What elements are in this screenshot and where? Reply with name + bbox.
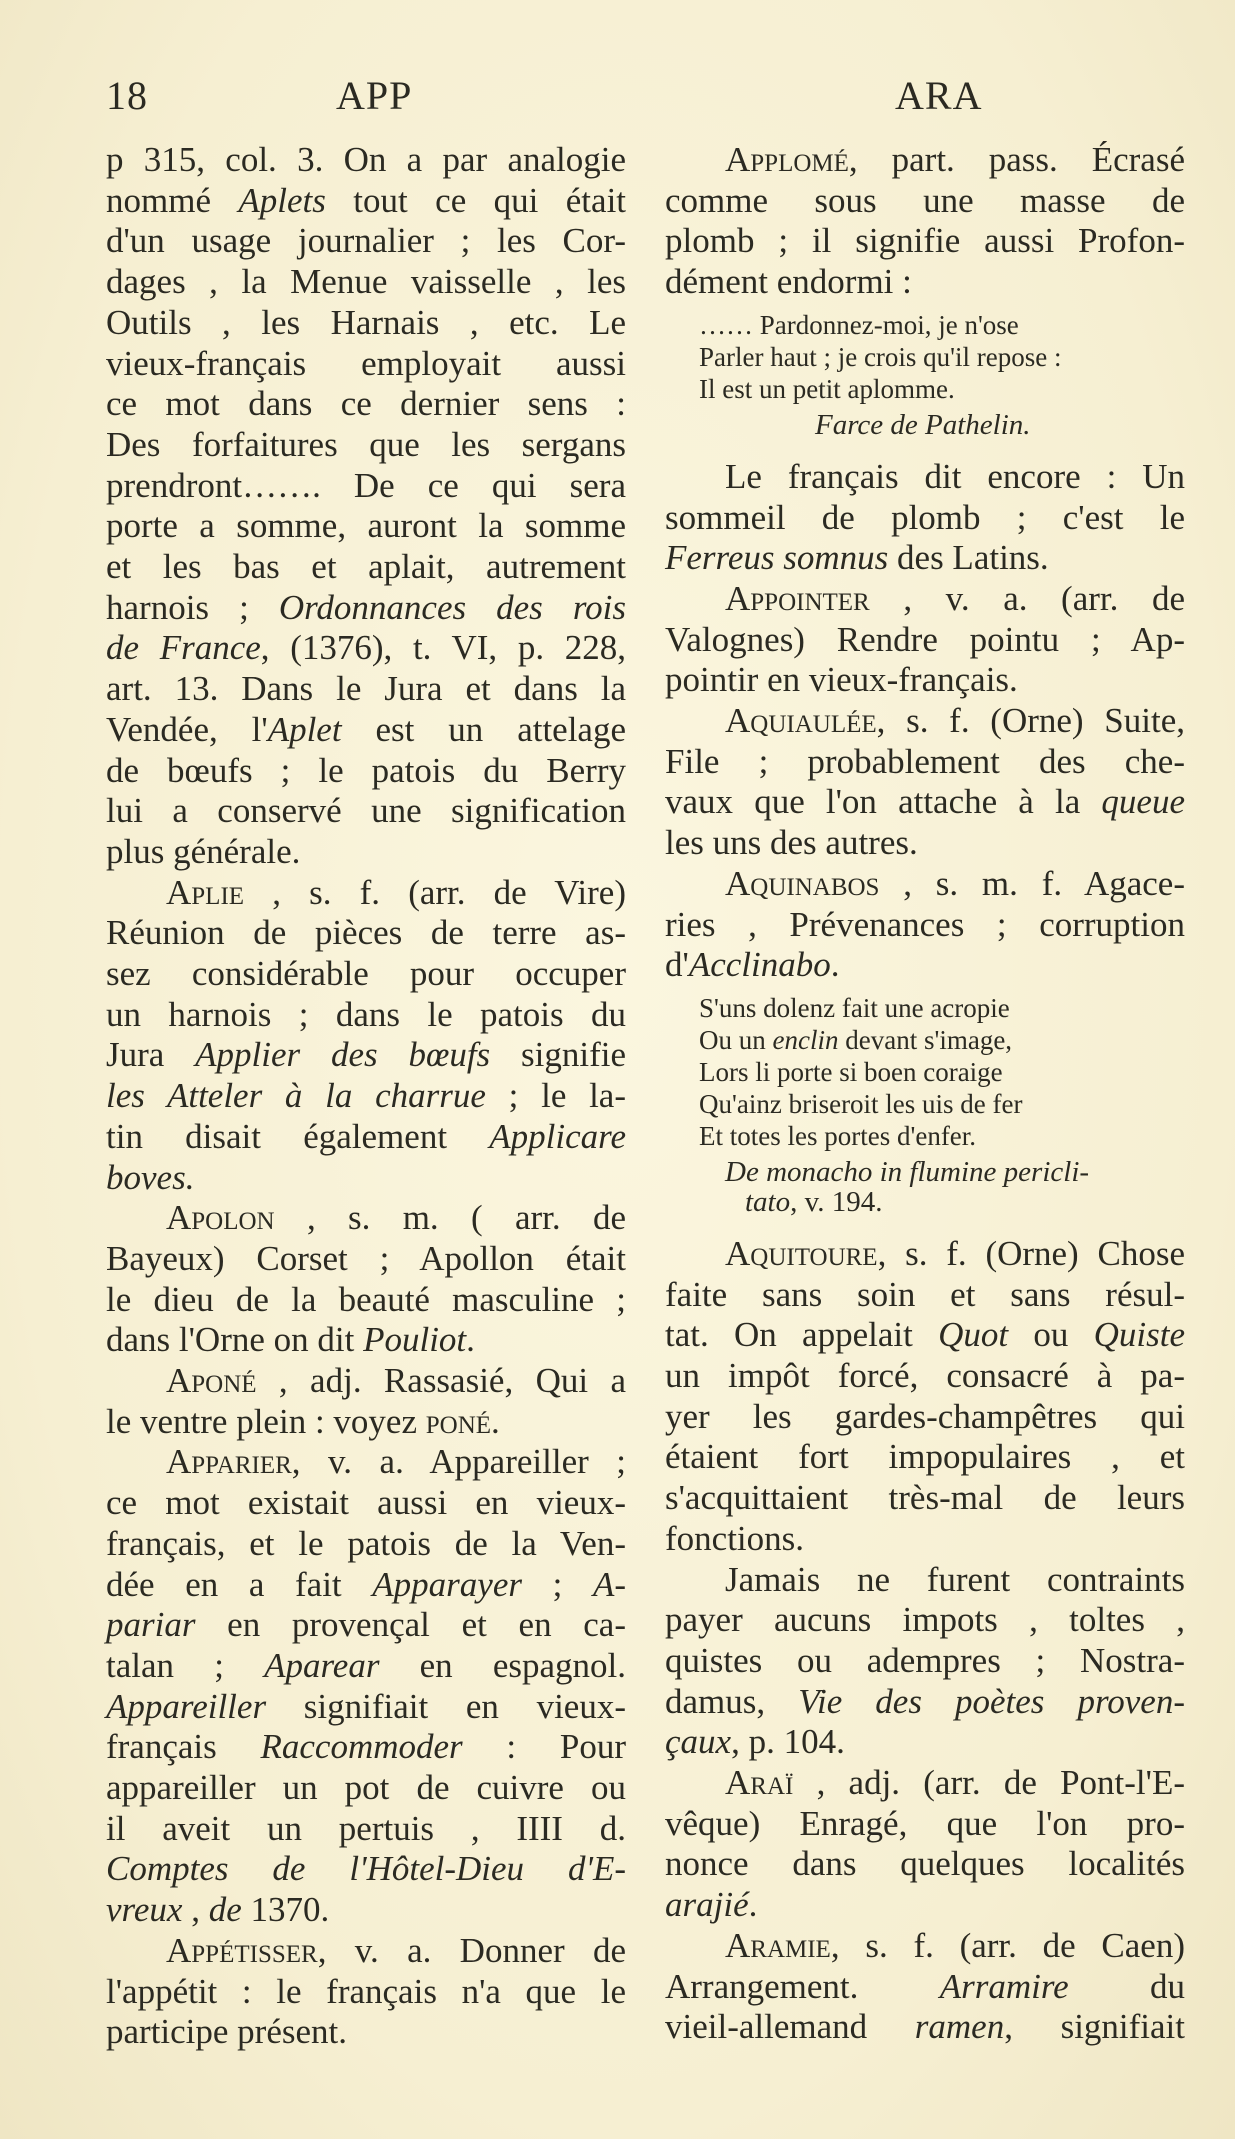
text-run: vaux que l'on attache à la	[665, 782, 1102, 822]
text-run: Jura	[106, 1035, 196, 1075]
text-line	[106, 1605, 626, 1645]
text-run: , v. a. (arr. de	[869, 578, 1185, 618]
headword: Apolon	[166, 1198, 275, 1238]
text-run: .	[491, 1401, 500, 1441]
text-run: d'	[665, 945, 689, 985]
italic-run: de France	[106, 628, 261, 668]
text-run: ; le la-	[485, 1076, 626, 1116]
text-line	[665, 782, 1185, 822]
text-line	[106, 547, 626, 587]
text-run: est un attelage	[341, 709, 626, 749]
text-line	[106, 1361, 626, 1401]
text-run: du	[1068, 1966, 1185, 2006]
text-line	[665, 140, 1185, 180]
text-run: : Pour	[462, 1727, 626, 1767]
italic-run: Vie des poètes proven-	[798, 1681, 1185, 1721]
italic-run: Comptes de l'Hôtel-Dieu d'E-	[106, 1849, 626, 1889]
text-run: 1370.	[241, 1890, 330, 1930]
text-line	[106, 628, 626, 668]
italic-run: A-	[592, 1564, 627, 1604]
text-run: Ou un	[699, 1024, 773, 1055]
text-run: étaient fort impopulaires , et	[665, 1437, 1185, 1477]
text-run: il aveit un pertuis , IIII d.	[106, 1808, 626, 1848]
verse-line	[699, 1024, 1179, 1056]
text-line	[665, 498, 1185, 538]
headword: Appointer	[725, 578, 870, 618]
text-run: dée en a fait	[106, 1564, 373, 1604]
text-run: le ventre plein : voyez	[106, 1401, 426, 1441]
text-run: faite sans soin et sans résul-	[665, 1274, 1185, 1314]
text-run: Il est un petit aplomme.	[699, 373, 955, 404]
text-run: sommeil de plomb ; c'est le	[665, 497, 1185, 537]
text-line	[106, 791, 626, 831]
text-line	[106, 262, 626, 302]
text-run: tat. On appelait	[665, 1315, 939, 1355]
headword: Apparier	[166, 1442, 292, 1482]
text-line	[665, 1682, 1185, 1722]
verse-line	[699, 341, 1179, 373]
text-line	[665, 1315, 1185, 1355]
italic-run: Ordonnances des rois	[278, 587, 626, 627]
text-run: , adj. (arr. de Pont-l'E-	[793, 1763, 1185, 1802]
text-run: fonctions.	[665, 1518, 805, 1558]
text-run: Réunion de pièces de terre as-	[106, 913, 626, 953]
text-line	[665, 221, 1185, 261]
italic-run: Quiste	[1093, 1315, 1185, 1355]
text-run: signifiait en vieux-	[266, 1686, 626, 1726]
text-run: vieux-français employait aussi	[106, 343, 626, 383]
text-line	[106, 140, 626, 180]
headword: Aramie	[725, 1925, 831, 1965]
headword: Aquinabos	[725, 863, 880, 903]
text-line	[106, 1524, 626, 1564]
text-run: Des forfaitures que les sergans	[106, 424, 626, 464]
text-run: tato	[745, 1185, 791, 1218]
text-run: de bœufs ; le patois du Berry	[106, 750, 626, 790]
text-line	[106, 1198, 626, 1238]
text-run: Bayeux) Corset ; Apollon était	[106, 1238, 626, 1278]
text-run: , s. m. ( arr. de	[274, 1198, 626, 1238]
text-line	[106, 588, 626, 628]
text-run: , part. pass. Écrasé	[848, 140, 1185, 179]
verse-line	[699, 992, 1179, 1024]
text-line	[665, 620, 1185, 660]
text-line	[106, 1402, 626, 1442]
headword: Applomé	[725, 140, 849, 179]
text-line	[106, 384, 626, 424]
text-line	[106, 1483, 626, 1523]
text-run: en espagnol.	[379, 1645, 626, 1685]
text-run: Outils , les Harnais , etc. Le	[106, 302, 626, 342]
text-run: s'acquittaient très-mal de leurs	[665, 1478, 1185, 1518]
text-line	[665, 1356, 1185, 1396]
text-line	[665, 742, 1185, 782]
text-run: , s. f. (arr. de Vire)	[244, 872, 626, 912]
text-run: comme sous une masse de	[665, 180, 1185, 220]
running-head-right: ARA	[895, 73, 983, 118]
italic-run: vreux	[106, 1890, 183, 1930]
text-run: yer les gardes-champêtres qui	[665, 1396, 1185, 1436]
headword: poné	[425, 1401, 492, 1441]
text-run: des Latins.	[888, 538, 1049, 578]
text-line	[665, 1722, 1185, 1762]
text-run: talan ;	[106, 1645, 265, 1685]
text-line	[106, 1768, 626, 1808]
text-run: De monacho in flumine pericli-	[725, 1155, 1090, 1188]
text-run: participe présent.	[106, 2012, 348, 2052]
text-line	[106, 1158, 626, 1198]
text-run: Vendée, l'	[106, 709, 268, 749]
text-run: porte a somme, auront la somme	[106, 506, 626, 546]
text-line	[665, 660, 1185, 700]
text-run: harnois ;	[106, 587, 279, 627]
text-run: art. 13. Dans le Jura et dans la	[106, 669, 626, 709]
text-line	[665, 181, 1185, 221]
headword: Aplie	[166, 872, 245, 912]
headword: Aponé	[166, 1361, 257, 1400]
headword: Aquitoure	[725, 1233, 878, 1273]
text-run: dages , la Menue vaisselle , les	[106, 262, 626, 302]
text-run: …… Pardonnez-moi, je n'ose	[699, 309, 1019, 340]
text-line	[665, 538, 1185, 578]
verse-line	[699, 1120, 1179, 1152]
text-line	[106, 1239, 626, 1279]
text-line	[106, 1646, 626, 1686]
text-line	[106, 2012, 626, 2052]
text-run: un harnois ; dans le patois du	[106, 994, 626, 1034]
headword: Araï	[725, 1763, 794, 1802]
text-run: Parler haut ; je crois qu'il repose :	[699, 341, 1062, 372]
text-run: Farce de Pathelin.	[815, 408, 1031, 441]
text-run: ce mot dans ce dernier sens :	[106, 384, 626, 424]
citation-line	[725, 1156, 1235, 1188]
text-run: File ; probablement des che-	[665, 741, 1185, 781]
text-run: , adj. Rassasié, Qui a	[256, 1361, 626, 1400]
text-line	[106, 1565, 626, 1605]
text-run: français	[106, 1727, 261, 1767]
text-line	[665, 1967, 1185, 2007]
text-run: dans l'Orne on dit	[106, 1320, 364, 1360]
text-line	[106, 873, 626, 913]
text-run: Jamais ne furent contraints	[725, 1559, 1185, 1599]
italic-run: pariar	[106, 1605, 196, 1645]
italic-run: Ferreus somnus	[665, 538, 889, 578]
text-line	[106, 1972, 626, 2012]
italic-run: de	[208, 1890, 242, 1930]
text-run: plus générale.	[106, 831, 301, 871]
text-run: sez considérable pour occuper	[106, 954, 626, 993]
text-run: d'un usage journalier ; les Cor-	[106, 221, 626, 261]
text-run: appareiller un pot de cuivre ou	[106, 1768, 626, 1807]
text-run: et les bas et aplait, autrement	[106, 547, 626, 586]
text-run: ou	[1008, 1315, 1094, 1355]
text-line	[106, 751, 626, 791]
text-run: signifie	[490, 1035, 626, 1075]
italic-run: arajié	[665, 1885, 749, 1925]
text-line	[665, 864, 1185, 904]
text-run: prendront……. De ce qui sera	[106, 465, 626, 505]
text-line	[106, 669, 626, 709]
italic-run: ramen	[914, 2007, 1005, 2047]
headword: Aquiaulée	[725, 701, 877, 740]
text-run: Et totes les portes d'enfer.	[699, 1120, 977, 1151]
text-run: Arrangement.	[665, 1966, 940, 2006]
text-run: pointir en vieux-français.	[665, 660, 1018, 700]
text-run: nonce dans quelques localités	[665, 1844, 1185, 1884]
italic-run: Aparear	[264, 1645, 380, 1685]
text-run: , s. f. (Orne) Suite,	[876, 701, 1185, 740]
text-line	[106, 303, 626, 343]
text-run: vêque) Enragé, que l'on pro-	[665, 1803, 1185, 1843]
text-line	[106, 1849, 626, 1889]
italic-run: enclin	[772, 1024, 839, 1055]
italic-run: Apparayer	[372, 1564, 522, 1604]
text-run: français, et le patois de la Ven-	[106, 1523, 626, 1563]
text-line	[665, 1478, 1185, 1518]
italic-run: Aplets	[238, 180, 326, 220]
text-line	[106, 1931, 626, 1971]
page-number: 18	[106, 73, 148, 118]
text-line	[106, 1280, 626, 1320]
text-run: le dieu de la beauté masculine ;	[106, 1279, 626, 1319]
text-line	[106, 181, 626, 221]
text-run: , v. a. Donner de	[317, 1930, 626, 1970]
text-run: un impôt forcé, consacré à pa-	[665, 1356, 1185, 1395]
text-line	[665, 579, 1185, 619]
text-line	[106, 506, 626, 546]
text-run: en provençal et en ca-	[195, 1605, 626, 1645]
citation-line	[815, 409, 1235, 441]
text-line	[665, 1804, 1185, 1844]
text-run: , signifiait	[1004, 2007, 1186, 2047]
text-run: , s. m. f. Agace-	[879, 863, 1185, 903]
italic-run: Aplet	[267, 709, 342, 749]
text-run: vieil-allemand	[665, 2007, 915, 2047]
text-line	[106, 954, 626, 994]
text-line	[106, 913, 626, 953]
text-line	[106, 1442, 626, 1482]
text-line	[106, 710, 626, 750]
text-run: , s. f. (arr. de Caen)	[830, 1925, 1185, 1965]
text-line	[106, 425, 626, 465]
text-run: p 315, col. 3. On a par analogie	[106, 140, 626, 179]
verse-line	[699, 309, 1179, 341]
text-line	[665, 457, 1185, 497]
text-line	[665, 1885, 1185, 1925]
text-run: tin disait également	[106, 1116, 490, 1156]
text-line	[665, 2007, 1185, 2047]
text-line	[665, 823, 1185, 863]
italic-run: Appareiller	[106, 1686, 267, 1726]
text-line	[665, 1560, 1185, 1600]
text-run: lui a conservé une signification	[106, 791, 626, 831]
text-line	[665, 945, 1185, 985]
text-column-left	[106, 0, 626, 2139]
text-run: ,	[182, 1890, 209, 1930]
text-run: ce mot existait aussi en vieux-	[106, 1483, 626, 1523]
italic-run: les Atteler à la charrue	[106, 1076, 486, 1116]
text-line	[106, 1727, 626, 1767]
text-run: payer aucuns impots , toltes ,	[665, 1600, 1185, 1640]
italic-run: Applier des bœufs	[195, 1035, 491, 1075]
italic-run: Arramire	[939, 1966, 1069, 2006]
text-line	[665, 262, 1185, 302]
text-run: devant s'image,	[838, 1024, 1013, 1055]
text-line	[106, 1687, 626, 1727]
text-line	[665, 701, 1185, 741]
text-line	[106, 1809, 626, 1849]
italic-run: Quot	[938, 1315, 1009, 1355]
text-run: l'appétit : le français n'a que le	[106, 1971, 626, 2011]
headword: Appétisser	[166, 1930, 318, 1970]
text-line	[106, 344, 626, 384]
text-line	[665, 1519, 1185, 1559]
text-run: .	[830, 945, 840, 985]
italic-run: çaux	[665, 1722, 732, 1762]
text-run: nommé	[106, 180, 239, 220]
text-run: damus,	[665, 1681, 799, 1721]
text-run: tout ce qui était	[325, 180, 627, 220]
italic-run: Acclinabo	[688, 945, 831, 985]
text-line	[665, 1437, 1185, 1477]
text-run: plomb ; il signifie aussi Profon-	[665, 221, 1185, 261]
text-line	[665, 1926, 1185, 1966]
text-column-right	[665, 0, 1185, 2139]
text-line	[665, 1844, 1185, 1884]
text-run: .	[466, 1320, 475, 1360]
text-line	[665, 1397, 1185, 1437]
text-run: les uns des autres.	[665, 823, 918, 863]
text-run: , (1376), t. VI, p. 228,	[260, 628, 626, 668]
text-line	[106, 995, 626, 1035]
text-line	[106, 1117, 626, 1157]
verse-line	[699, 1088, 1179, 1120]
italic-run: boves.	[106, 1157, 195, 1197]
italic-run: Raccommoder	[260, 1727, 463, 1767]
text-run: quistes ou adempres ; Nostra-	[665, 1640, 1185, 1680]
text-run: , v. a. Appareiller ;	[291, 1442, 626, 1482]
verse-line	[699, 1056, 1179, 1088]
italic-run: Applicare	[489, 1116, 626, 1156]
text-run: S'uns dolenz fait une acropie	[699, 992, 1010, 1023]
text-run: Le français dit encore : Un	[725, 456, 1185, 496]
text-run: ;	[521, 1564, 593, 1604]
text-run: , v. 194.	[790, 1185, 883, 1218]
text-line	[106, 1890, 626, 1930]
verse-line	[699, 373, 1179, 405]
text-line	[106, 1076, 626, 1116]
text-run: , p. 104.	[731, 1722, 845, 1762]
text-line	[665, 1275, 1185, 1315]
italic-run: Pouliot	[363, 1320, 467, 1360]
text-line	[106, 832, 626, 872]
text-line	[665, 1641, 1185, 1681]
text-run: dément endormi :	[665, 262, 912, 302]
text-line	[665, 905, 1185, 945]
text-run: Qu'ainz briseroit les uis de fer	[699, 1088, 1023, 1119]
text-line	[106, 1320, 626, 1360]
text-line	[106, 221, 626, 261]
text-run: Valognes) Rendre pointu ; Ap-	[665, 619, 1185, 659]
text-line	[106, 1035, 626, 1075]
running-head-left: APP	[336, 73, 413, 118]
text-run: .	[748, 1885, 758, 1925]
text-run: ries , Prévenances ; corruption	[665, 904, 1185, 944]
text-line	[106, 466, 626, 506]
text-line	[665, 1600, 1185, 1640]
italic-run: queue	[1101, 782, 1185, 822]
text-run: Lors li porte si boen coraige	[699, 1056, 1003, 1087]
citation-line	[745, 1186, 1235, 1218]
text-run: , s. f. (Orne) Chose	[877, 1233, 1185, 1273]
text-line	[665, 1763, 1185, 1803]
text-line	[665, 1234, 1185, 1274]
